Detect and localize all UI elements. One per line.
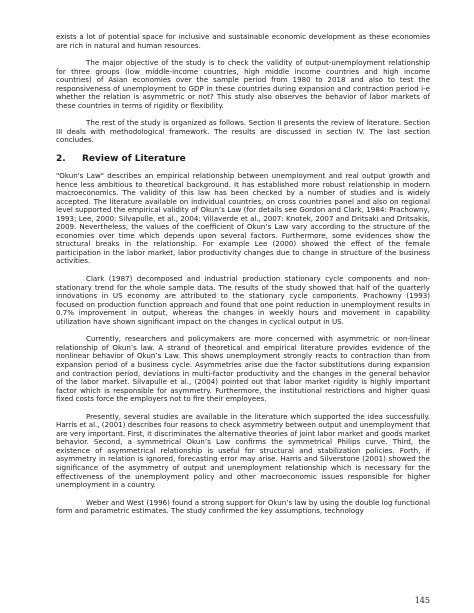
paragraph-weber-west: Weber and West (1996) found a strong support for Okun’s law by using the double log functional form and parametric estimates. The study confirmed the key assumptions, technology <box>56 497 430 516</box>
paragraph-objective: The major objective of the study is to check the validity of output-unemployment relationship for three groups (low middle-income countries, high middle income countries and high income countries) of Asian economies over the sample period from 1980 to 2018 and also to test the responsiveness of unemployment to GDP in these countries during expansion and contraction period i-e whether the relation is asymmetric or not? This study also observes the behavior of labor markets of these countries in terms of rigidity or flexibility. <box>56 58 430 110</box>
paragraph-organization: The rest of the study is organized as follows. Section II presents the review of literature. Section III deals with methodological framework. The results are discussed in section IV. The last section concludes. <box>56 118 430 145</box>
body-text <box>56 33 430 516</box>
paragraph-asymmetry: Currently, researchers and policymakers are more concerned with asymmetric or non-linear relationship of Okun’s law. A strand of theoretical and empirical literature provides evidence of the nonlinear behavior of Okun’s Law. This shows unemployment strongly reacts to contraction than from expansion period of a business cycle. Asymmetries arise due the factor substitutions during expansion and contraction period, deviations in multi-factor productivity and the changes in the general behavior of the labor market. Silvapulle et al., (2004) pointed out that labor market rigidity is highly important factor which is responsible for asymmetry. Furthermore, the institutional restrictions and higher quasi fixed costs force the employers not to fire their employees. <box>56 334 430 404</box>
paragraph-continuation: exists a lot of potential space for inclusive and sustainable economic development as these economies are rich in natural and human resources. <box>56 32 430 50</box>
section-heading <box>56 154 430 165</box>
page-number: 145 <box>414 596 430 605</box>
paragraph-clark: Clark (1987) decomposed and industrial production stationary cycle components and non-stationary trend for the whole sample data. The results of the study showed that half of the quarterly innovations in US economy are attributed to the stationary cycle components. Prachowny (1993) focused on production function approach and found that one point reduction in unemployment results in 0.7% improvement in output, whereas the changes in weekly hours and movement in capability utilization have shown significant impact on the changes in cyclical output in US. <box>56 274 430 326</box>
section-title: Review of Literature <box>82 154 186 165</box>
section-number: 2. <box>56 154 66 165</box>
paragraph-okuns-law: "Okun's Law" describes an empirical relationship between unemployment and real output growth and hence less ambitious to theoretical background. It has established more robust relationship in modern macroeconomics. The validity of this law has been checked by a number of studies and is widely accepted. The literature available on individual countries, on cross countries panel and also on regional level supported the empirical validity of Okun’s Law (for details see Gordon and Clark, 1984: Prachowny, 1993; Lee, 2000: Silvapulle, et al., 2004: Villaverde et al., 2007: Knotek, 2007 and Dritsaki and Dritsakis, 2009. Nevertheless, the values of the coefficient of Okun’s Law vary according to the structure of the economies over time which depends upon several factors. Furthermore, some evidences show the structural breaks in the relationship. For example Lee (2000) showed the effect of the female participation in the labor market, labor productivity changes due to change in structure of the business activities. <box>56 171 430 266</box>
paragraph-harris: Presently, several studies are available in the literature which supported the idea successfully. Harris et al., (2001) describes four reasons to check asymmetry between output and unemployment that are very important. First, it discriminates the alternative theories of joint labor market and goods market behavior. Second, a symmetrical Okun’s Law confirms the symmetrical Philips curve. Third, the existence of asymmetrical relationship is useful for structural and stabilization policies. Forth, if asymmetry in relation is ignored, forecasting error may arise. Harris and Silverstone (2001) showed the significance of the asymmetry of output and unemployment relationship which is necessary for the effectiveness of the unemployment policy and other macroeconomic issues responsible for higher unemployment in a country. <box>56 411 430 490</box>
